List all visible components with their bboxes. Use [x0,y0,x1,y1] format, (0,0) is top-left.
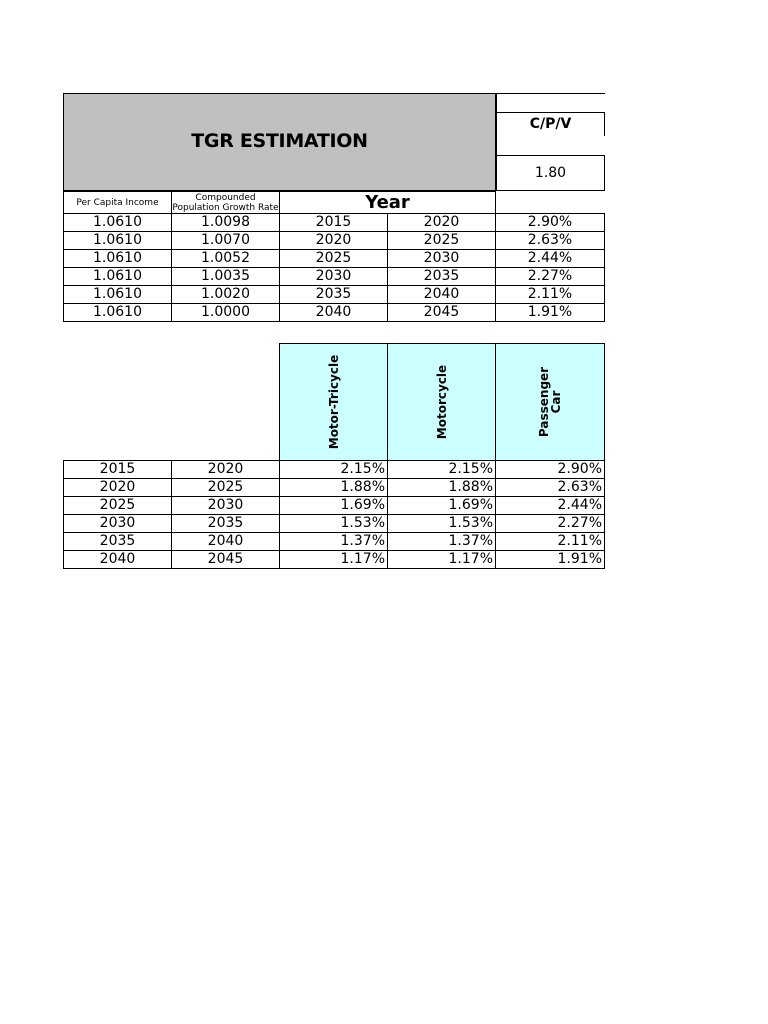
table-row [64,286,605,304]
per-capita-income-cell: 1.0610 [64,250,172,268]
tgr-cell: 2.63% [496,232,605,250]
start-year-cell: 2035 [280,286,388,304]
year-header: Year [280,192,496,214]
tgr-cell: 2.27% [496,268,605,286]
per-capita-income-cell: 1.0610 [64,268,172,286]
motor-tricycle-cell: 2.15% [280,461,388,479]
passenger-car-label-text: Passenger Car [537,366,563,438]
table-row [64,461,605,479]
passenger-car-cell: 2.27% [496,515,605,533]
growth-rate-cell: 1.0052 [172,250,280,268]
start-year-cell: 2020 [64,479,172,497]
growth-rate-cell: 1.0098 [172,214,280,232]
tgr-cell: 2.90% [496,214,605,232]
motor-tricycle-cell: 1.88% [280,479,388,497]
motor-tricycle-cell: 1.37% [280,533,388,551]
tgr-cell: 2.44% [496,250,605,268]
table-row [64,304,605,322]
cpv-spacer [496,136,605,156]
motor-tricycle-header [280,344,388,461]
table-row [64,515,605,533]
header-blank-cell [496,192,605,214]
cpv-value: 1.80 [496,155,605,191]
growth-rate-cell: 1.0000 [172,304,280,322]
passenger-car-header [496,344,605,461]
per-capita-income-header: Per Capita Income [64,192,172,214]
table-row [64,250,605,268]
passenger-car-cell: 2.44% [496,497,605,515]
table-header-row [64,344,605,461]
start-year-cell: 2015 [280,214,388,232]
end-year-cell: 2040 [172,533,280,551]
tgr-cell: 1.91% [496,304,605,322]
end-year-cell: 2035 [388,268,496,286]
growth-rate-cell: 1.0035 [172,268,280,286]
start-year-cell: 2025 [280,250,388,268]
start-year-cell: 2040 [280,304,388,322]
table-header-row [64,192,605,214]
start-year-cell: 2025 [64,497,172,515]
per-capita-income-cell: 1.0610 [64,304,172,322]
per-capita-income-cell: 1.0610 [64,232,172,250]
table-row [64,551,605,569]
header-blank-cell [64,344,172,461]
start-year-cell: 2020 [280,232,388,250]
end-year-cell: 2025 [388,232,496,250]
passenger-car-cell: 1.91% [496,551,605,569]
growth-rate-cell: 1.0020 [172,286,280,304]
end-year-cell: 2040 [388,286,496,304]
motorcycle-header [388,344,496,461]
end-year-cell: 2020 [172,461,280,479]
motorcycle-cell: 1.88% [388,479,496,497]
per-capita-income-cell: 1.0610 [64,214,172,232]
start-year-cell: 2035 [64,533,172,551]
table-row [64,268,605,286]
passenger-car-cell: 2.11% [496,533,605,551]
motorcycle-cell: 2.15% [388,461,496,479]
start-year-cell: 2015 [64,461,172,479]
tgr-cell: 2.11% [496,286,605,304]
motor-tricycle-cell: 1.17% [280,551,388,569]
growth-rate-cell: 1.0070 [172,232,280,250]
per-capita-income-cell: 1.0610 [64,286,172,304]
motor-tricycle-cell: 1.69% [280,497,388,515]
vehicle-growth-table [63,343,605,569]
start-year-cell: 2030 [64,515,172,533]
tgr-table [63,191,605,322]
end-year-cell: 2045 [172,551,280,569]
motor-tricycle-label: Motor-Tricycle [326,354,341,450]
start-year-cell: 2030 [280,268,388,286]
motorcycle-label: Motorcycle [434,364,449,440]
passenger-car-cell: 2.63% [496,479,605,497]
end-year-cell: 2045 [388,304,496,322]
motorcycle-cell: 1.53% [388,515,496,533]
motorcycle-cell: 1.69% [388,497,496,515]
table-row [64,232,605,250]
motor-tricycle-cell: 1.53% [280,515,388,533]
end-year-cell: 2020 [388,214,496,232]
cpv-label: C/P/V [496,112,605,137]
passenger-car-label [538,367,562,437]
cpv-header-blank [496,93,605,113]
end-year-cell: 2025 [172,479,280,497]
table-row [64,214,605,232]
motorcycle-cell: 1.37% [388,533,496,551]
table-row [64,479,605,497]
table-row [64,533,605,551]
header-blank-cell [172,344,280,461]
start-year-cell: 2040 [64,551,172,569]
page-title: TGR ESTIMATION [191,130,368,152]
passenger-car-cell: 2.90% [496,461,605,479]
end-year-cell: 2030 [388,250,496,268]
title-block [63,93,497,191]
compounded-growth-header: Compounded Population Growth Rate [172,192,279,213]
motorcycle-cell: 1.17% [388,551,496,569]
end-year-cell: 2035 [172,515,280,533]
table-row [64,497,605,515]
end-year-cell: 2030 [172,497,280,515]
